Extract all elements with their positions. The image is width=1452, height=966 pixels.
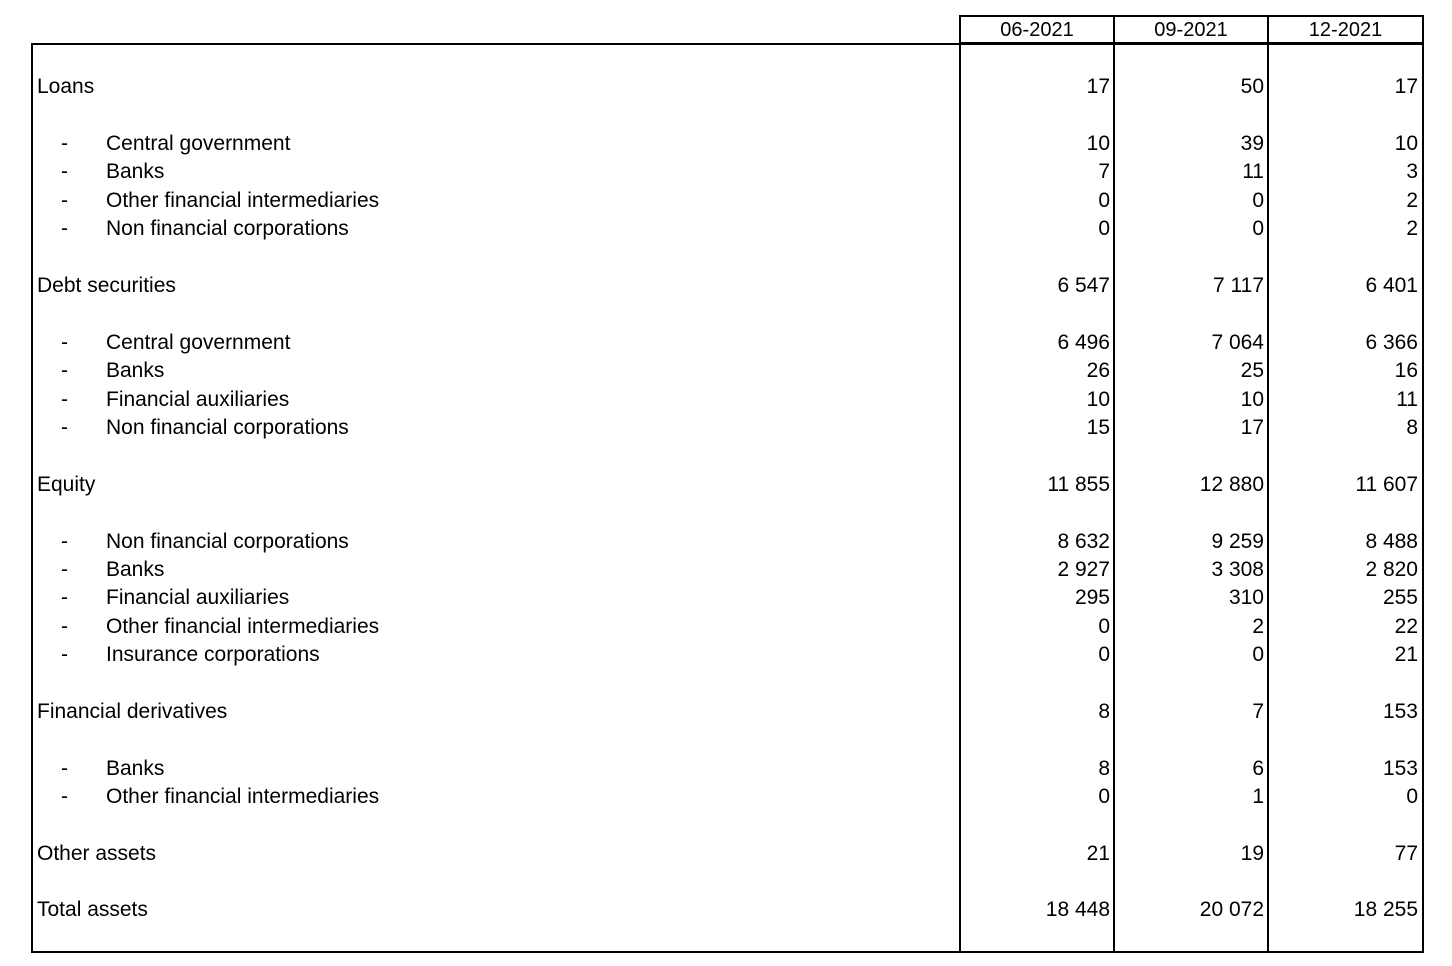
cell-value: 18 255 xyxy=(1353,898,1418,921)
cell-value: 16 xyxy=(1394,359,1418,382)
table-row xyxy=(0,414,1452,442)
bullet-dash: - xyxy=(61,757,68,780)
cell-value: 17 xyxy=(1394,75,1418,98)
table-row xyxy=(0,158,1452,186)
cell-value: 26 xyxy=(1086,359,1110,382)
row-label: Equity xyxy=(37,473,96,496)
cell-value: 11 xyxy=(1396,388,1418,411)
table-row xyxy=(0,130,1452,158)
row-label: Banks xyxy=(106,160,165,183)
column-header-06-2021: 06-2021 xyxy=(959,15,1115,44)
table-row xyxy=(0,755,1452,783)
row-label: Total assets xyxy=(37,898,148,921)
cell-value: 22 xyxy=(1394,615,1418,638)
cell-value: 6 547 xyxy=(1057,274,1110,297)
table-row xyxy=(0,386,1452,414)
table-row xyxy=(0,613,1452,641)
row-label: Financial derivatives xyxy=(37,700,228,723)
cell-value: 0 xyxy=(1252,189,1264,212)
cell-value: 8 488 xyxy=(1365,530,1418,553)
cell-value: 19 xyxy=(1240,842,1264,865)
table-row xyxy=(0,215,1452,243)
cell-value: 8 632 xyxy=(1057,530,1110,553)
table-row-other-assets xyxy=(0,840,1452,868)
table-row xyxy=(0,584,1452,612)
cell-value: 10 xyxy=(1240,388,1264,411)
cell-value: 10 xyxy=(1086,132,1110,155)
cell-value: 8 xyxy=(1406,416,1418,439)
bullet-dash: - xyxy=(61,785,68,808)
cell-value: 3 308 xyxy=(1211,558,1264,581)
row-label: Non financial corporations xyxy=(106,416,349,439)
cell-value: 7 064 xyxy=(1211,331,1264,354)
cell-value: 8 xyxy=(1098,700,1110,723)
cell-value: 0 xyxy=(1098,785,1110,808)
bullet-dash: - xyxy=(61,558,68,581)
row-label: Debt securities xyxy=(37,274,176,297)
cell-value: 6 401 xyxy=(1365,274,1418,297)
cell-value: 6 xyxy=(1252,757,1264,780)
cell-value: 11 607 xyxy=(1355,473,1418,496)
row-label: Non financial corporations xyxy=(106,530,349,553)
table-row-financial-derivatives xyxy=(0,698,1452,726)
table-row xyxy=(0,357,1452,385)
cell-value: 17 xyxy=(1240,416,1264,439)
cell-value: 17 xyxy=(1086,75,1110,98)
bullet-dash: - xyxy=(61,530,68,553)
row-label: Banks xyxy=(106,558,165,581)
cell-value: 2 927 xyxy=(1057,558,1110,581)
bullet-dash: - xyxy=(61,189,68,212)
row-label: Other financial intermediaries xyxy=(106,785,380,808)
cell-value: 39 xyxy=(1240,132,1264,155)
row-label: Other financial intermediaries xyxy=(106,189,380,212)
bullet-dash: - xyxy=(61,217,68,240)
table-row xyxy=(0,528,1452,556)
bullet-dash: - xyxy=(61,416,68,439)
table-row-total-assets xyxy=(0,896,1452,924)
row-label: Financial auxiliaries xyxy=(106,388,290,411)
bullet-dash: - xyxy=(61,615,68,638)
cell-value: 9 259 xyxy=(1211,530,1264,553)
cell-value: 7 xyxy=(1098,160,1110,183)
table-row xyxy=(0,329,1452,357)
cell-value: 6 496 xyxy=(1057,331,1110,354)
table-row-loans xyxy=(0,73,1452,101)
cell-value: 11 855 xyxy=(1047,473,1110,496)
table-row xyxy=(0,187,1452,215)
row-label: Other assets xyxy=(37,842,157,865)
cell-value: 2 xyxy=(1406,189,1418,212)
table-row xyxy=(0,783,1452,811)
cell-value: 50 xyxy=(1240,75,1264,98)
cell-value: 6 366 xyxy=(1365,331,1418,354)
cell-value: 2 xyxy=(1252,615,1264,638)
cell-value: 8 xyxy=(1098,757,1110,780)
bullet-dash: - xyxy=(61,160,68,183)
cell-value: 2 xyxy=(1406,217,1418,240)
bullet-dash: - xyxy=(61,331,68,354)
cell-value: 18 448 xyxy=(1045,898,1110,921)
cell-value: 15 xyxy=(1086,416,1110,439)
table-row-debt-securities xyxy=(0,272,1452,300)
cell-value: 10 xyxy=(1394,132,1418,155)
row-label: Insurance corporations xyxy=(106,643,320,666)
cell-value: 12 880 xyxy=(1199,473,1264,496)
row-label: Banks xyxy=(106,757,165,780)
bullet-dash: - xyxy=(61,388,68,411)
bullet-dash: - xyxy=(61,586,68,609)
bullet-dash: - xyxy=(61,359,68,382)
cell-value: 77 xyxy=(1394,842,1418,865)
cell-value: 0 xyxy=(1252,217,1264,240)
row-label: Loans xyxy=(37,75,95,98)
cell-value: 20 072 xyxy=(1199,898,1264,921)
cell-value: 10 xyxy=(1086,388,1110,411)
cell-value: 7 xyxy=(1252,700,1264,723)
cell-value: 11 xyxy=(1242,160,1264,183)
table-row xyxy=(0,641,1452,669)
table-row-equity xyxy=(0,471,1452,499)
cell-value: 25 xyxy=(1240,359,1264,382)
row-label: Non financial corporations xyxy=(106,217,349,240)
row-label: Banks xyxy=(106,359,165,382)
column-header-09-2021: 09-2021 xyxy=(1113,15,1269,44)
column-header-12-2021: 12-2021 xyxy=(1267,15,1424,44)
cell-value: 255 xyxy=(1382,586,1418,609)
row-label: Financial auxiliaries xyxy=(106,586,290,609)
cell-value: 7 117 xyxy=(1213,274,1264,297)
bullet-dash: - xyxy=(61,132,68,155)
cell-value: 2 820 xyxy=(1365,558,1418,581)
cell-value: 0 xyxy=(1098,615,1110,638)
cell-value: 153 xyxy=(1382,757,1418,780)
cell-value: 310 xyxy=(1228,586,1264,609)
cell-value: 21 xyxy=(1086,842,1110,865)
table-row xyxy=(0,556,1452,584)
cell-value: 0 xyxy=(1252,643,1264,666)
cell-value: 1 xyxy=(1252,785,1264,808)
cell-value: 0 xyxy=(1098,643,1110,666)
cell-value: 0 xyxy=(1098,189,1110,212)
bullet-dash: - xyxy=(61,643,68,666)
row-label: Central government xyxy=(106,331,291,354)
cell-value: 295 xyxy=(1074,586,1110,609)
cell-value: 3 xyxy=(1406,160,1418,183)
cell-value: 0 xyxy=(1098,217,1110,240)
row-label: Central government xyxy=(106,132,291,155)
cell-value: 153 xyxy=(1382,700,1418,723)
row-label: Other financial intermediaries xyxy=(106,615,380,638)
cell-value: 0 xyxy=(1406,785,1418,808)
cell-value: 21 xyxy=(1394,643,1418,666)
